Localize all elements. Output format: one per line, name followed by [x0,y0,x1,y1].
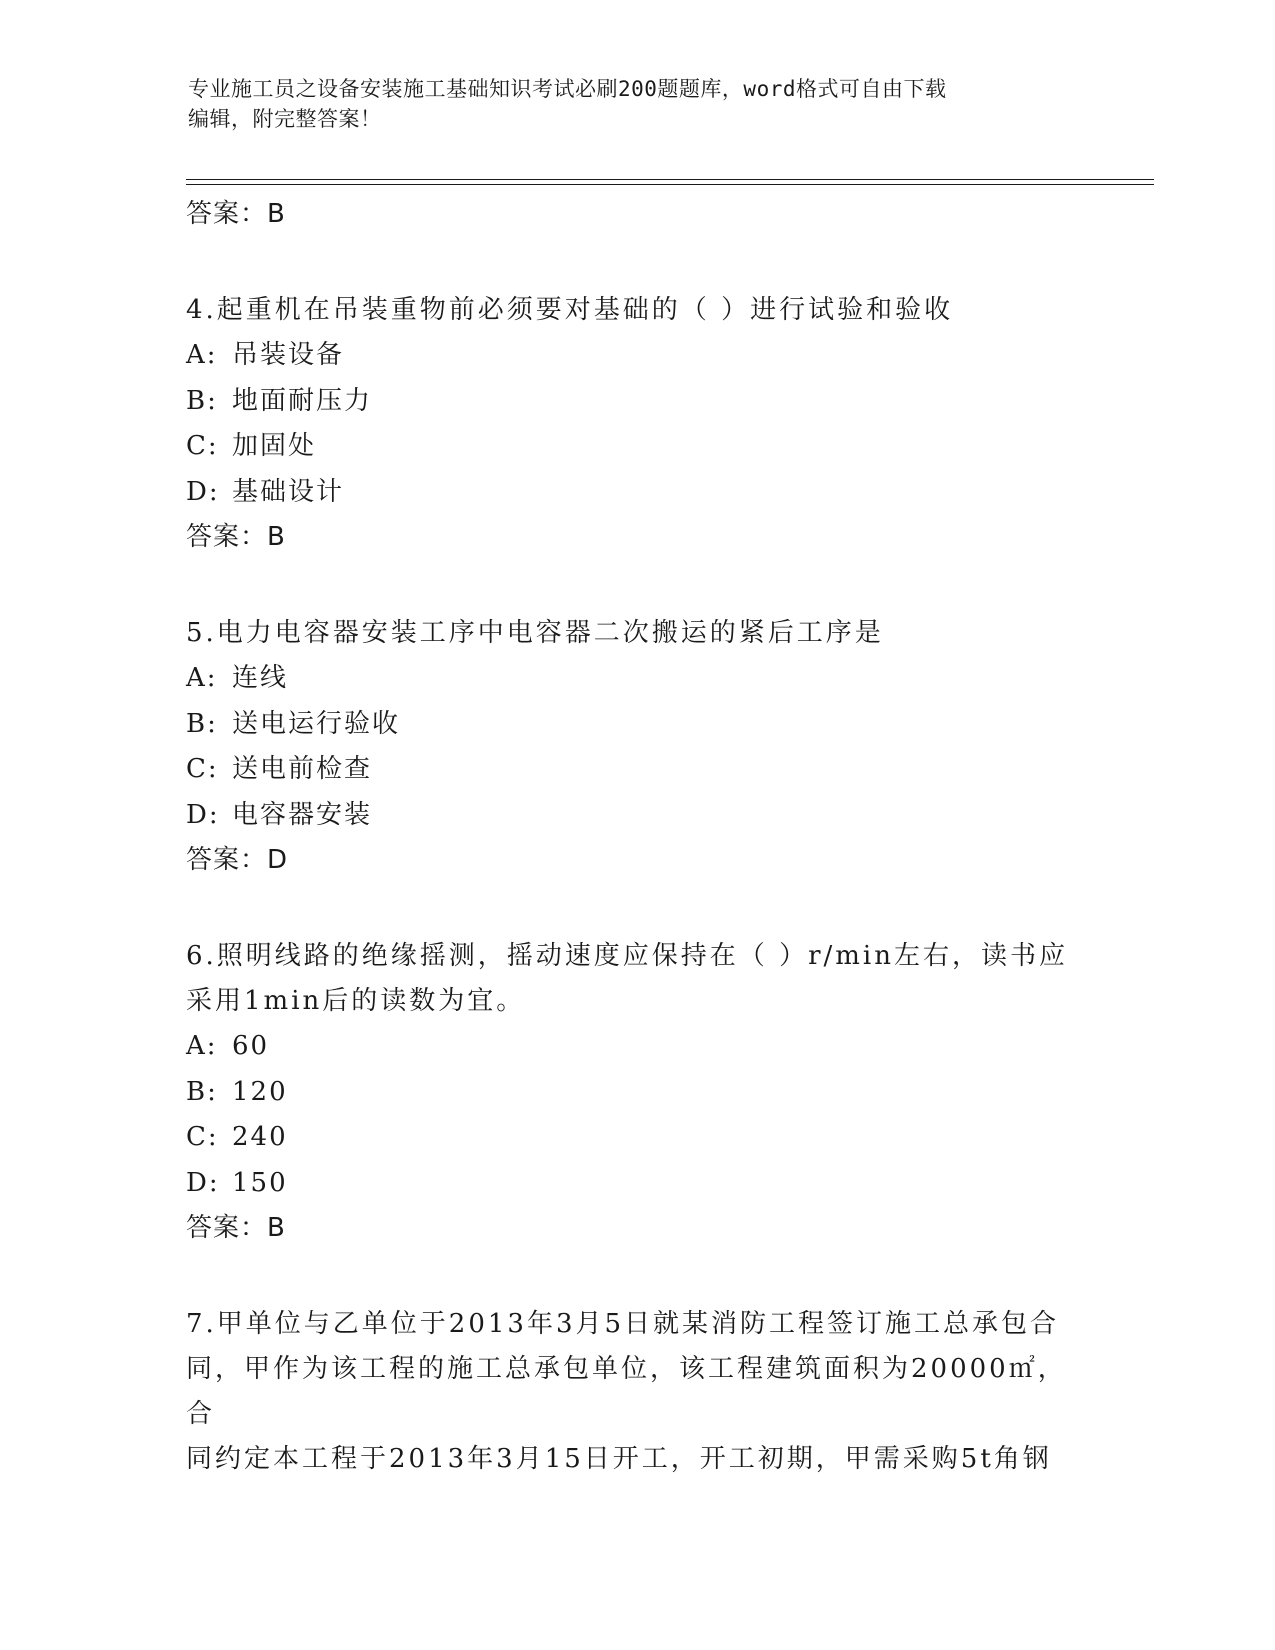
question-stem [186,934,1086,1024]
header-title-line-2: 编辑，附完整答案！ [188,107,382,131]
answer-line: 答案：B [186,522,286,552]
option-key: A: [186,340,218,370]
document-body [186,192,1086,1482]
header-title-line-1: 专业施工员之设备安装施工基础知识考试必刷200题题库，word格式可自由下载 [188,77,947,101]
header-divider [186,179,1154,185]
option-c [186,424,1086,470]
option-key: C: [186,754,219,784]
option-d [186,793,1086,839]
option-text: 60 [232,1031,270,1061]
option-b [186,379,1086,425]
document-header [188,74,1068,134]
option-key: D: [186,1167,220,1198]
option-a [186,1024,1086,1070]
question-stem-line: 同，甲作为该工程的施工总承包单位，该工程建筑面积为20000㎡，合 [186,1354,1067,1429]
option-a [186,333,1086,379]
question-6 [186,934,1086,1250]
option-text: 吊装设备 [232,340,345,370]
option-text: 连线 [232,663,289,693]
question-stem [186,611,1086,656]
option-text: 120 [232,1076,288,1107]
option-text: 送电运行验收 [232,708,401,739]
option-text: 送电前检查 [232,754,373,784]
option-text: 电容器安装 [232,799,373,830]
option-key: B: [186,385,218,416]
option-text: 地面耐压力 [232,385,373,416]
question-stem-line: 5.电力电容器安装工序中电容器二次搬运的紧后工序是 [186,618,884,648]
option-b [186,1070,1086,1116]
answer-line: 答案：B [186,199,286,229]
option-key: A: [186,1031,218,1061]
question-7 [186,1302,1086,1482]
option-c [186,1115,1086,1161]
option-key: B: [186,1076,218,1107]
option-text: 240 [232,1122,288,1152]
option-text: 加固处 [232,431,317,461]
option-key: D: [186,476,220,507]
question-4 [186,288,1086,559]
option-d [186,470,1086,516]
option-key: D: [186,799,220,830]
option-key: A: [186,663,218,693]
option-b [186,702,1086,748]
question-stem-line: 4.起重机在吊装重物前必须要对基础的（ ）进行试验和验收 [186,295,954,325]
question-stem-line: 同约定本工程于2013年3月15日开工，开工初期，甲需采购5t角钢 [186,1444,1052,1474]
question-stem-line: 6.照明线路的绝缘摇测，摇动速度应保持在（ ）r/min左右，读书应 [186,941,1068,971]
option-text: 基础设计 [232,476,345,507]
question-stem-line: 7.甲单位与乙单位于2013年3月5日就某消防工程签订施工总承包合 [186,1309,1060,1339]
option-key: C: [186,1122,219,1152]
question-stem [186,288,1086,333]
question-5 [186,611,1086,882]
option-key: C: [186,431,219,461]
option-d [186,1161,1086,1207]
answer-line: 答案：D [186,845,289,875]
answer-line: 答案：B [186,1213,286,1243]
option-text: 150 [232,1167,288,1198]
question-stem [186,1302,1086,1482]
option-key: B: [186,708,218,739]
question-stem-line: 采用1min后的读数为宜。 [186,986,526,1016]
option-a [186,656,1086,702]
option-c [186,747,1086,793]
